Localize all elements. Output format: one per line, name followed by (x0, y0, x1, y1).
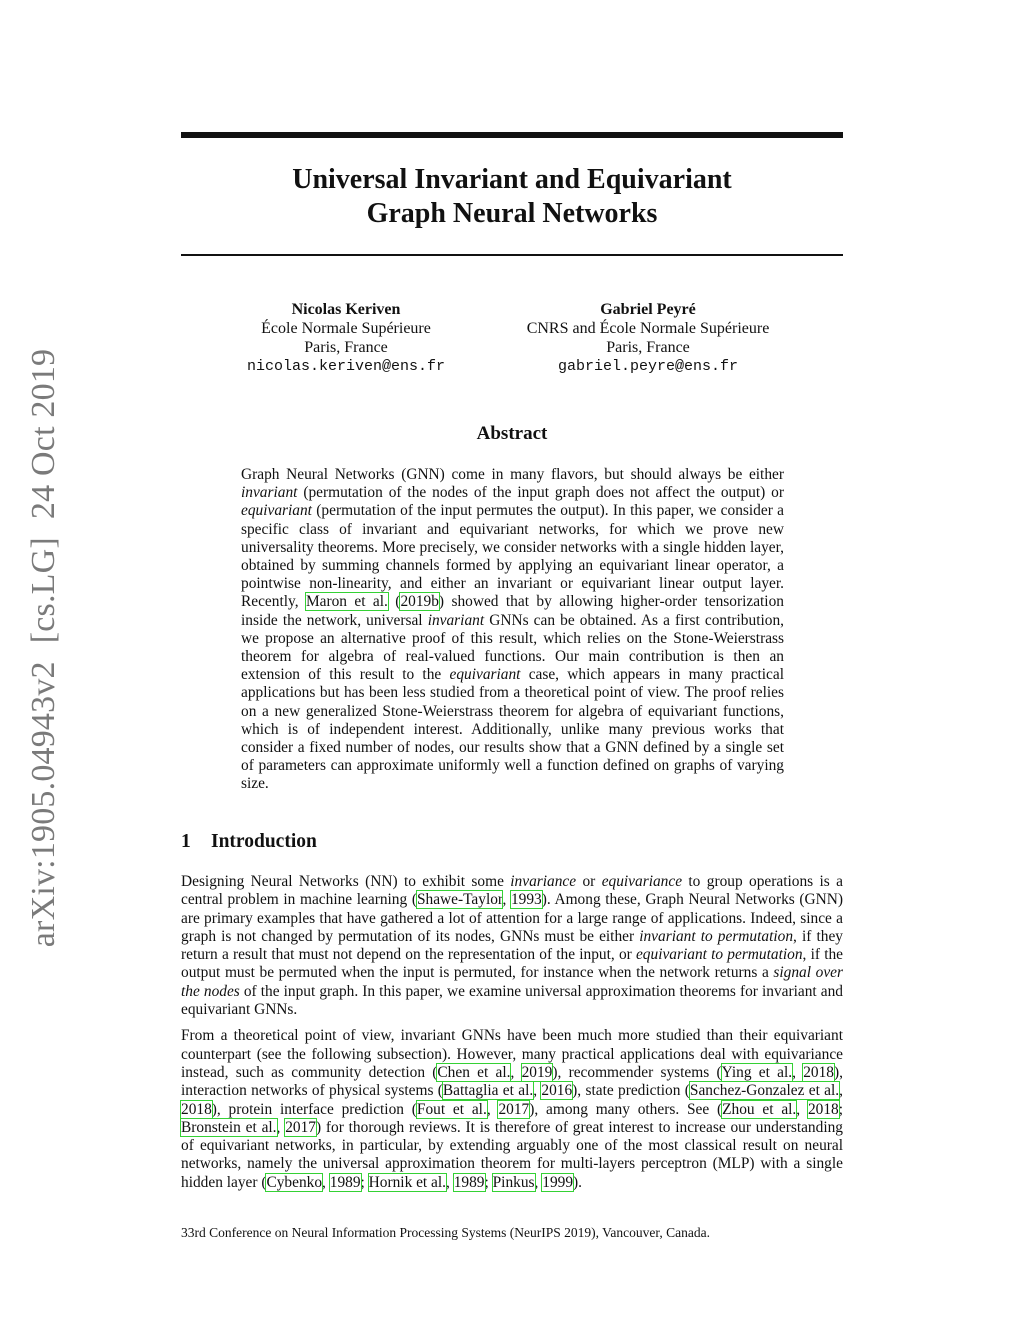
citation-link[interactable]: Maron et al. (305, 593, 388, 611)
citation-link[interactable]: 2018 (181, 1100, 212, 1118)
author-email[interactable]: nicolas.keriven@ens.fr (246, 358, 446, 375)
citation-link[interactable]: 2018 (807, 1100, 839, 1118)
citation-link[interactable]: 2017 (285, 1118, 316, 1136)
author-email[interactable]: gabriel.peyre@ens.fr (557, 358, 739, 375)
arxiv-id: arXiv:1905.04943v2 (25, 661, 62, 948)
citation-link[interactable]: Bronstein et al. (181, 1118, 277, 1136)
paper-title-line-1: Universal Invariant and Equivariant (292, 164, 732, 195)
citation-link[interactable]: 2017 (498, 1100, 530, 1118)
citation-link[interactable]: Battaglia et al. (442, 1082, 534, 1100)
abstract-body: Graph Neural Networks (GNN) come in many flavors, but should always be either invariant (permutation of the nodes of the input graph does not affect the output) or equivariant (permutation of the input permutes the output). In this paper, we consider a specific class of invariant and equivariant networks, for which we prove new universality theorems. More precisely, we consider networks with a single hidden layer, obtained by summing channels formed by applying an equivariant linear operator, a pointwise non-linearity, and either an invariant or equivariant linear output layer. Recently, Maron et al. (2019b) showed that by allowing higher-order tensorization inside the network, universal invariant GNNs can be obtained. As a first contribution, we propose an alternative proof of this result, which relies on the Stone-Weierstrass theorem for algebra of real-valued functions. Our main contribution is then an extension of this result to the equivariant case, which appears in many practical applications but has been less studied from a theoretical point of view. The proof relies on a new generalized Stone-Weierstrass theorem for algebra of equivariant functions, which is of independent interest. Additionally, unlike many previous works that consider a fixed number of nodes, our results show that a GNN defined by a single set of parameters can approximate uniformly well a function defined on graphs of varying size. (241, 466, 784, 793)
arxiv-category: [cs.LG] (25, 537, 62, 644)
paper-title (181, 163, 843, 231)
author-location: Paris, France (304, 339, 388, 356)
citation-link[interactable]: 1989 (329, 1173, 361, 1191)
paper-title-line-2: Graph Neural Networks (366, 198, 658, 229)
citation-link[interactable]: Chen et al. (437, 1063, 511, 1081)
citation-link[interactable]: Pinkus (492, 1173, 535, 1191)
section-heading-introduction (181, 831, 317, 853)
citation-link[interactable]: Cybenko (266, 1173, 323, 1191)
citation-link[interactable]: 2019 (521, 1063, 553, 1081)
citation-link[interactable]: Sanchez-Gonzalez et al. (689, 1082, 840, 1100)
arxiv-sidebar-stamp (25, 349, 63, 947)
citation-link[interactable]: 2019b (400, 593, 439, 611)
author-name: Gabriel Peyré (600, 301, 696, 318)
introduction-body (181, 873, 843, 1200)
citation-link[interactable]: 2016 (541, 1082, 573, 1100)
author-affiliation: CNRS and École Normale Supérieure (526, 320, 770, 337)
section-number: 1 (181, 831, 191, 852)
citation-link[interactable]: 1989 (453, 1173, 485, 1191)
title-bottom-rule (181, 254, 843, 256)
author-name: Nicolas Keriven (291, 301, 401, 318)
citation-link[interactable]: Ying et al. (721, 1063, 793, 1081)
arxiv-date: 24 Oct 2019 (25, 348, 62, 520)
citation-link[interactable]: 1993 (510, 891, 542, 909)
section-title: Introduction (211, 831, 317, 852)
author-block-1 (186, 300, 506, 376)
citation-link[interactable]: 2018 (803, 1063, 834, 1081)
citation-link[interactable]: Hornik et al. (368, 1173, 447, 1191)
intro-paragraph-1: Designing Neural Networks (NN) to exhibit some invariance or equivariance to group operations is a central problem in machine learning (Shawe-Taylor, 1993). Among these, Graph Neural Networks (GNN) are primary examples that have gathered a lot of attention for a large range of applications. Indeed, since a graph is not changed by permutation of its nodes, GNNs must be either invariant to permutation, if they return a result that must not depend on the representation of the input, or equivariant to permutation, if the output must be permuted when the input is permuted, for instance when the network returns a signal over the nodes of the input graph. In this paper, we examine universal approximation theorems for invariant and equivariant GNNs. (181, 873, 844, 1019)
citation-link[interactable]: 1999 (542, 1173, 574, 1191)
abstract-heading: Abstract (476, 423, 548, 444)
citation-link[interactable]: Zhou et al. (722, 1100, 797, 1118)
citation-link[interactable]: Fout et al. (416, 1100, 487, 1118)
intro-paragraph-2: From a theoretical point of view, invariant GNNs have been much more studied than their equivariant counterpart (see the following subsection). However, many practical applications deal with equivariance instead, such as community detection (Chen et al., 2019), recommender systems (Ying et al., 2018), interaction networks of physical systems (Battaglia et al., 2016), state prediction (Sanchez-Gonzalez et al., 2018), protein interface prediction (Fout et al., 2017), among many others. See (Zhou et al., 2018; Bronstein et al., 2017) for thorough reviews. It is therefore of great interest to increase our understanding of equivariant networks, in particular, by extending arguably one of the most classical result on neural networks, namely the universal approximation theorem for multi-layers perceptron (MLP) with a single hidden layer (Cybenko, 1989; Hornik et al., 1989; Pinkus, 1999). (181, 1027, 843, 1191)
author-location: Paris, France (606, 339, 690, 356)
title-top-rule (181, 132, 843, 138)
author-affiliation: École Normale Supérieure (261, 320, 431, 337)
citation-link[interactable]: Shawe-Taylor (416, 891, 503, 909)
conference-footnote: 33rd Conference on Neural Information Processing Systems (NeurIPS 2019), Vancouver, Canada. (181, 1225, 710, 1240)
author-block-2 (488, 300, 808, 376)
